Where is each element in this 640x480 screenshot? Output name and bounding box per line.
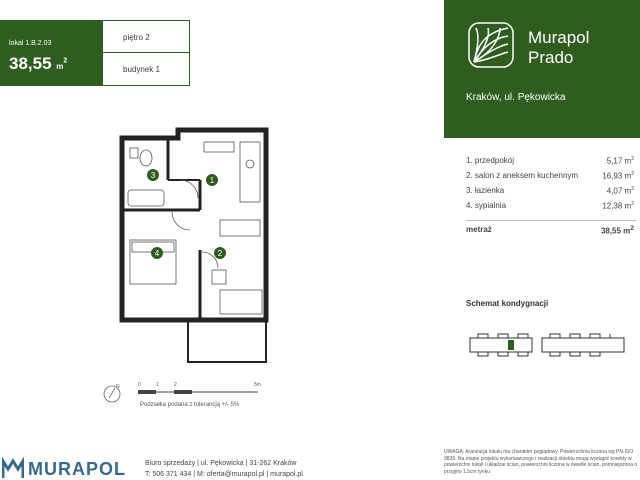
plan-table — [220, 220, 260, 236]
plan-wardrobe — [204, 142, 234, 152]
total-area-sup: 2 — [630, 225, 634, 232]
floor-plan — [100, 120, 280, 370]
room-area-sup: 2 — [631, 186, 634, 192]
total-area-value: 38,55 m — [600, 226, 631, 236]
unit-floor: piętro 2 — [103, 21, 189, 53]
brand-location: Kraków, ul. Pękowicka — [466, 92, 566, 103]
plan-stove — [246, 160, 254, 168]
room-name: 4. sypialnia — [466, 201, 507, 210]
unit-area-sup: 2 — [63, 57, 68, 65]
room-area — [602, 171, 634, 181]
room-name: 2. salon z aneksem kuchennym — [466, 171, 579, 180]
room-area — [607, 156, 634, 166]
unit-area-unit: m — [56, 62, 64, 71]
brand-name-line2: Prado — [528, 48, 574, 67]
floor-schematic — [468, 330, 628, 364]
room-name: 3. łazienka — [466, 186, 505, 195]
north-arrow-needle — [109, 388, 115, 398]
room-marker-label: 2 — [217, 249, 223, 258]
footer-contact-line1: Biuro sprzedaży | ul. Pękowicka | 31-262 Kraków — [145, 460, 297, 467]
room-table — [466, 156, 636, 236]
room-area — [602, 201, 634, 211]
plan-door-arc — [172, 212, 190, 230]
leaf-logo-icon — [468, 22, 514, 68]
unit-info-secondary — [103, 21, 189, 85]
scale-tick-label: 1 — [156, 382, 159, 388]
room-name: 1. przedpokój — [466, 156, 515, 165]
footer-contact — [145, 458, 303, 480]
room-area-value: 16,93 m — [602, 171, 632, 181]
footer-brand: MURAPOL — [28, 459, 126, 479]
footer-contact-line2: T: 506 371 434 | M: oferta@murapol.pl | murapol.pl — [145, 471, 303, 478]
scale-bar — [96, 376, 276, 404]
unit-info-primary — [1, 21, 103, 85]
unit-label: lokal 1.B.2.03 — [9, 40, 52, 47]
room-area-value: 4,07 m — [606, 186, 632, 196]
plan-kitchen-counter — [240, 142, 260, 202]
room-area-value: 5,17 m — [606, 156, 632, 166]
plan-sink — [130, 148, 138, 158]
unit-building: budynek 1 — [123, 65, 160, 74]
plan-armchair — [212, 270, 226, 284]
plan-outer-walls — [122, 130, 266, 320]
schematic-right-outline — [542, 334, 610, 356]
murapol-logo-icon — [2, 457, 24, 479]
brand-panel — [444, 0, 640, 138]
scale-tick-label: 5m — [254, 382, 261, 388]
north-label: N — [116, 384, 120, 390]
unit-info-box — [0, 20, 190, 86]
scale-segment — [174, 390, 192, 394]
room-marker-label: 1 — [209, 176, 215, 185]
room-area — [607, 186, 634, 196]
schematic-building-left — [470, 338, 532, 352]
brand-name-line1: Murapol — [528, 28, 590, 47]
total-area — [601, 225, 634, 236]
plan-bathtub — [128, 190, 164, 206]
room-marker-label: 4 — [154, 249, 160, 258]
total-label: metraż — [466, 225, 492, 234]
room-area-sup: 2 — [631, 201, 634, 207]
plan-sofa — [220, 290, 262, 314]
plan-toilet — [140, 150, 152, 166]
room-area-value: 12,38 m — [602, 201, 632, 211]
scale-tick-label: 0 — [138, 382, 141, 388]
room-row — [466, 156, 636, 171]
room-marker-label: 3 — [150, 171, 156, 180]
room-row — [466, 186, 636, 201]
room-area-sup: 2 — [631, 171, 634, 177]
unit-area — [9, 54, 67, 74]
schemat-title: Schemat kondygnacji — [466, 299, 549, 308]
scale-note: Podziałka podana z tolerancją +/- 5% — [140, 402, 240, 408]
room-total — [466, 220, 636, 236]
room-row — [466, 201, 636, 216]
unit-area-value: 38,55 — [9, 54, 52, 73]
room-area-sup: 2 — [631, 156, 634, 162]
schematic-building-right — [542, 338, 624, 352]
scale-tick-label: 2 — [174, 382, 177, 388]
plan-balcony — [188, 320, 266, 362]
plan-bed — [130, 240, 176, 284]
schematic-unit-highlight — [508, 340, 514, 350]
scale-segment — [138, 390, 156, 394]
disclaimer: UWAGA: Aranżacja lokalu ma charakter poglądowy. Powierzchnia liczona wg PN-ISO 9836. Na etapie projektu wykonawczego i realizacji obiektu mogą wystąpić korekty w powierzchni lokali i układzie ścian, powierzchni liczona w świetle ścian, pomniejszona o przyjęto 1,5cm tynku — [444, 449, 638, 475]
brand-name — [528, 28, 589, 68]
room-row — [466, 171, 636, 186]
schematic-left-outline — [470, 334, 528, 356]
plan-door-arc — [180, 180, 198, 198]
